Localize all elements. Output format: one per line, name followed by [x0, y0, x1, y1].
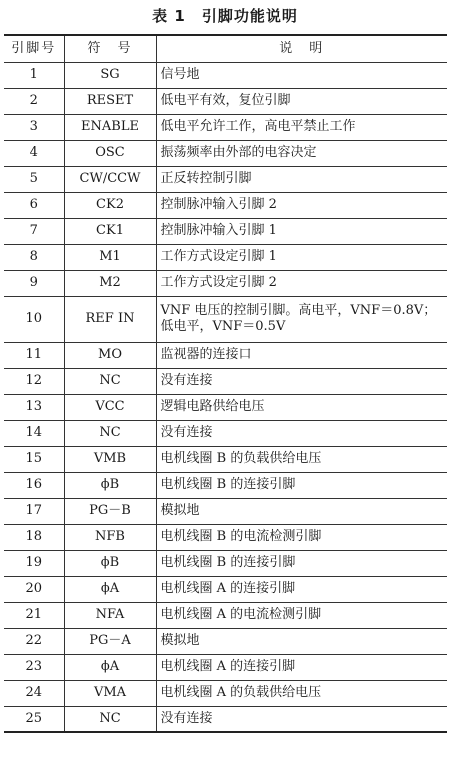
table-header-row: [4, 35, 447, 62]
pin-symbol: NC: [64, 420, 156, 446]
pin-number: 14: [4, 420, 64, 446]
pin-description: 控制脉冲输入引脚 1: [156, 218, 447, 244]
table-row: [4, 342, 447, 368]
pin-number: 23: [4, 654, 64, 680]
pin-symbol: CK1: [64, 218, 156, 244]
pin-symbol: NC: [64, 706, 156, 732]
pin-symbol: ϕB: [64, 550, 156, 576]
pin-function-table: [4, 34, 447, 733]
table-row: [4, 680, 447, 706]
pin-symbol: MO: [64, 342, 156, 368]
pin-number: 10: [4, 296, 64, 342]
pin-number: 9: [4, 270, 64, 296]
table-caption: 表 1 引脚功能说明: [152, 7, 298, 25]
pin-number: 8: [4, 244, 64, 270]
pin-number: 2: [4, 88, 64, 114]
pin-number: 6: [4, 192, 64, 218]
pin-number: 22: [4, 628, 64, 654]
header-pin-number: 引脚号: [4, 35, 64, 62]
pin-description: 电机线圈 B 的连接引脚: [156, 550, 447, 576]
pin-description: 电机线圈 B 的连接引脚: [156, 472, 447, 498]
pin-symbol: PG－A: [64, 628, 156, 654]
pin-number: 16: [4, 472, 64, 498]
header-symbol: 符 号: [64, 35, 156, 62]
pin-description: 模拟地: [156, 498, 447, 524]
pin-description: 没有连接: [156, 368, 447, 394]
pin-description: 低电平有效，复位引脚: [156, 88, 447, 114]
pin-description: VNF 电压的控制引脚。高电平，VNF＝0.8V；低电平，VNF＝0.5V: [156, 296, 447, 342]
pin-symbol: VMB: [64, 446, 156, 472]
pin-number: 3: [4, 114, 64, 140]
table-row: [4, 576, 447, 602]
table-row: [4, 166, 447, 192]
table-row: [4, 524, 447, 550]
pin-description: 工作方式设定引脚 1: [156, 244, 447, 270]
pin-description: 没有连接: [156, 420, 447, 446]
pin-number: 20: [4, 576, 64, 602]
pin-symbol: ENABLE: [64, 114, 156, 140]
pin-description: 低电平允许工作，高电平禁止工作: [156, 114, 447, 140]
pin-symbol: ϕA: [64, 576, 156, 602]
pin-symbol: NFA: [64, 602, 156, 628]
pin-symbol: ϕA: [64, 654, 156, 680]
table-row: [4, 218, 447, 244]
table-row: [4, 420, 447, 446]
table-row: [4, 140, 447, 166]
table-row: [4, 62, 447, 88]
pin-description: 工作方式设定引脚 2: [156, 270, 447, 296]
pin-symbol: PG－B: [64, 498, 156, 524]
table-row: [4, 244, 447, 270]
pin-number: 24: [4, 680, 64, 706]
pin-description: 电机线圈 A 的连接引脚: [156, 654, 447, 680]
table-row: [4, 706, 447, 732]
table-row: [4, 472, 447, 498]
pin-description: 电机线圈 B 的电流检测引脚: [156, 524, 447, 550]
table-row: [4, 394, 447, 420]
pin-number: 25: [4, 706, 64, 732]
table-row: [4, 114, 447, 140]
pin-description: 电机线圈 A 的连接引脚: [156, 576, 447, 602]
pin-symbol: SG: [64, 62, 156, 88]
table-row: [4, 628, 447, 654]
table-row: [4, 550, 447, 576]
table-row: [4, 88, 447, 114]
pin-number: 13: [4, 394, 64, 420]
table-row: [4, 602, 447, 628]
pin-number: 5: [4, 166, 64, 192]
pin-number: 19: [4, 550, 64, 576]
pin-symbol: CW/CCW: [64, 166, 156, 192]
pin-number: 1: [4, 62, 64, 88]
table-row: [4, 654, 447, 680]
table-row: [4, 446, 447, 472]
pin-number: 12: [4, 368, 64, 394]
pin-symbol: OSC: [64, 140, 156, 166]
pin-description: 电机线圈 B 的负载供给电压: [156, 446, 447, 472]
table-row: [4, 192, 447, 218]
pin-symbol: RESET: [64, 88, 156, 114]
pin-symbol: VMA: [64, 680, 156, 706]
pin-symbol: M1: [64, 244, 156, 270]
pin-number: 18: [4, 524, 64, 550]
pin-symbol: VCC: [64, 394, 156, 420]
pin-symbol: REF IN: [64, 296, 156, 342]
pin-description: 模拟地: [156, 628, 447, 654]
pin-description: 监视器的连接口: [156, 342, 447, 368]
pin-number: 7: [4, 218, 64, 244]
pin-number: 15: [4, 446, 64, 472]
pin-description: 逻辑电路供给电压: [156, 394, 447, 420]
pin-number: 17: [4, 498, 64, 524]
pin-description: 正反转控制引脚: [156, 166, 447, 192]
pin-number: 11: [4, 342, 64, 368]
pin-description: 控制脉冲输入引脚 2: [156, 192, 447, 218]
pin-description: 电机线圈 A 的负载供给电压: [156, 680, 447, 706]
pin-number: 21: [4, 602, 64, 628]
pin-symbol: NFB: [64, 524, 156, 550]
table-row: [4, 270, 447, 296]
pin-description: 电机线圈 A 的电流检测引脚: [156, 602, 447, 628]
table-row: [4, 498, 447, 524]
pin-symbol: ϕB: [64, 472, 156, 498]
pin-description: 振荡频率由外部的电容决定: [156, 140, 447, 166]
pin-description: 信号地: [156, 62, 447, 88]
header-description: 说 明: [156, 35, 447, 62]
table-row: [4, 368, 447, 394]
table-row: [4, 296, 447, 342]
pin-symbol: NC: [64, 368, 156, 394]
pin-description: 没有连接: [156, 706, 447, 732]
pin-number: 4: [4, 140, 64, 166]
pin-symbol: CK2: [64, 192, 156, 218]
pin-symbol: M2: [64, 270, 156, 296]
